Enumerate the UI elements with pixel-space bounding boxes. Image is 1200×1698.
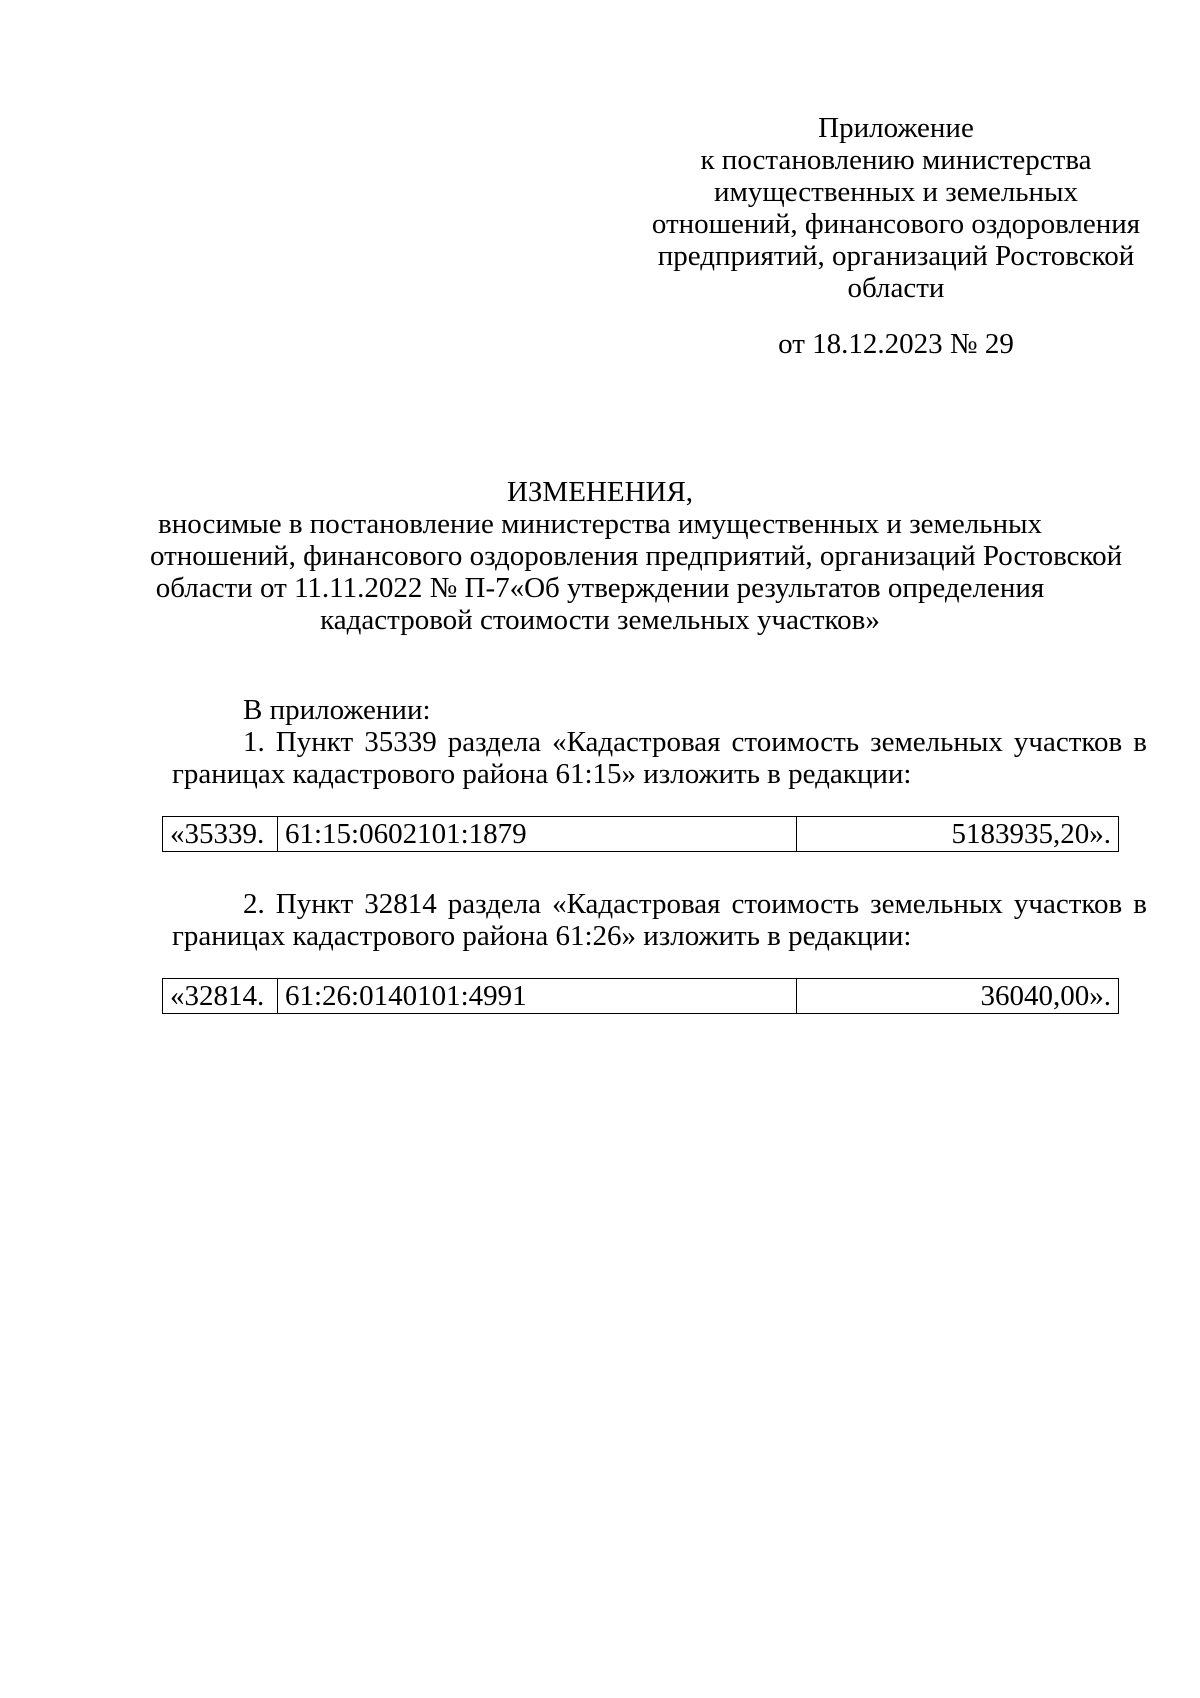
change-table-1	[162, 816, 1119, 852]
changes-title: ИЗМЕНЕНИЯ,	[506, 476, 694, 508]
document-date-number: от 18.12.2023 № 29	[778, 328, 1014, 360]
attachment-header	[636, 112, 1156, 360]
changes-heading	[150, 476, 1123, 636]
body-section-2	[172, 888, 1147, 952]
table-row	[163, 817, 1119, 852]
changes-subtitle-line: отношений, финансового оздоровления предприятий, организаций Ростовской	[150, 540, 1123, 572]
item-number-cell: «32814.	[163, 979, 278, 1014]
attachment-line: к постановлению министерства	[700, 144, 1092, 176]
changes-subtitle-line: кадастровой стоимости земельных участков»	[320, 604, 880, 636]
changes-subtitle-line: вносимые в постановление министерства имущественных и земельных	[158, 508, 1042, 540]
attachment-line: отношений, финансового оздоровления	[651, 208, 1141, 240]
change-table-2	[162, 978, 1119, 1014]
attachment-line: области	[847, 272, 945, 304]
cadastral-value-cell: 5183935,20».	[797, 817, 1119, 852]
cadastral-number-cell: 61:15:0602101:1879	[278, 817, 797, 852]
intro-text: В приложении:	[243, 694, 431, 726]
changes-subtitle-line: области от 11.11.2022 № П-7«Об утверждении результатов определения	[155, 572, 1045, 604]
item-number-cell: «35339.	[163, 817, 278, 852]
cadastral-value-cell: 36040,00».	[797, 979, 1119, 1014]
item-paragraph: 2. Пункт 32814 раздела «Кадастровая стоимость земельных участков в границах кадастрового района 61:26» изложить в редакции:	[172, 888, 1147, 952]
attachment-line: имущественных и земельных	[713, 176, 1079, 208]
attachment-line: предприятий, организаций Ростовской	[657, 240, 1135, 272]
table-row	[163, 979, 1119, 1014]
cadastral-number-cell: 61:26:0140101:4991	[278, 979, 797, 1014]
attachment-title: Приложение	[818, 112, 974, 144]
item-paragraph: 1. Пункт 35339 раздела «Кадастровая стоимость земельных участков в границах кадастрового района 61:15» изложить в редакции:	[172, 726, 1147, 790]
body-section-1	[172, 694, 1147, 790]
